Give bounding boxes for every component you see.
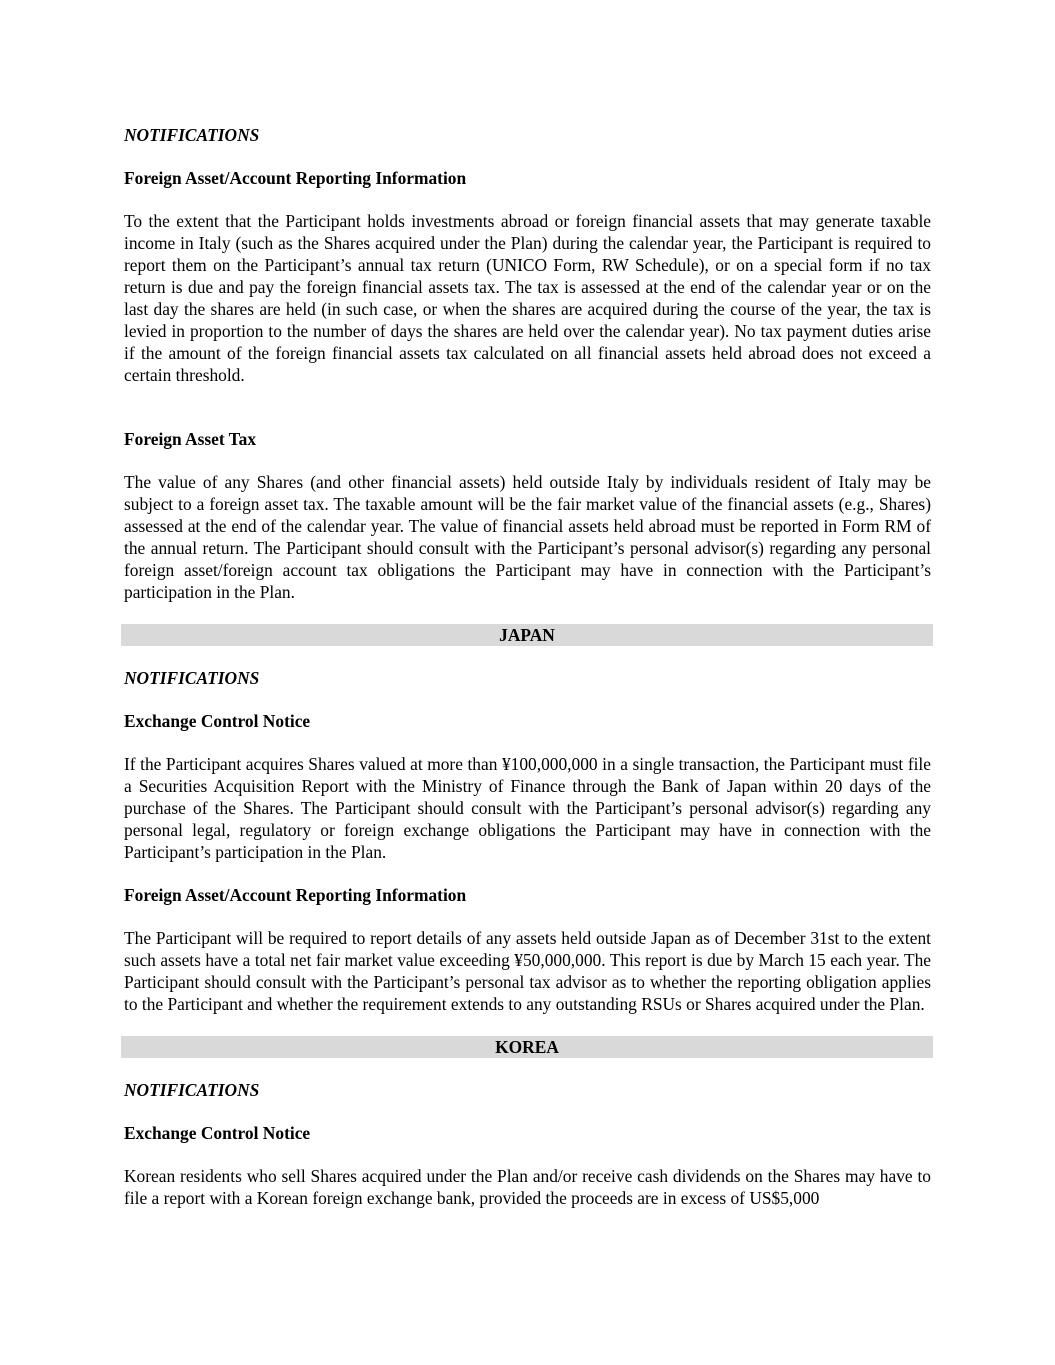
italy-foreign-asset-tax-heading: Foreign Asset Tax	[124, 429, 257, 449]
italy-notifications-heading: NOTIFICATIONS	[124, 125, 260, 145]
japan-section-header: JAPAN	[121, 624, 933, 646]
korea-exchange-control-paragraph: Korean residents who sell Shares acquired under the Plan and/or receive cash dividends on the Shares may have to file a report with a Korean foreign exchange bank, provided the proceeds are in excess of US$5,000	[124, 1166, 931, 1208]
japan-exchange-control-paragraph: If the Participant acquires Shares valued at more than ¥100,000,000 in a single transaction, the Participant must file a Securities Acquisition Report with the Ministry of Finance through the Bank of Japan within 20 days of the purchase of the Shares. The Participant should consult with the Participant’s personal advisor(s) regarding any personal legal, regulatory or foreign exchange obligations the Participant may have in connection with the Participant’s participation in the Plan.	[124, 754, 931, 862]
japan-notifications-heading: NOTIFICATIONS	[124, 668, 260, 688]
korea-notifications-heading: NOTIFICATIONS	[124, 1080, 260, 1100]
document-page	[124, 124, 931, 1209]
japan-reporting-paragraph: The Participant will be required to report details of any assets held outside Japan as of December 31st to the extent such assets have a total net fair market value exceeding ¥50,000,000. This report is due by March 15 each year. The Participant should consult with the Participant’s personal tax advisor as to whether the reporting obligation applies to the Participant and whether the requirement extends to any outstanding RSUs or Shares acquired under the Plan.	[124, 928, 931, 1014]
italy-reporting-paragraph: To the extent that the Participant holds investments abroad or foreign financial assets that may generate taxable income in Italy (such as the Shares acquired under the Plan) during the calendar year, the Participant is required to report them on the Participant’s annual tax return (UNICO Form, RW Schedule), or on a special form if no tax return is due and pay the foreign financial assets tax. The tax is assessed at the end of the calendar year or on the last day the shares are held (in such case, or when the shares are acquired during the course of the year, the tax is levied in proportion to the number of days the shares are held over the calendar year). No tax payment duties arise if the amount of the foreign financial assets tax calculated on all financial assets held abroad does not exceed a certain threshold.	[124, 211, 931, 385]
italy-foreign-asset-tax-paragraph: The value of any Shares (and other financial assets) held outside Italy by individuals resident of Italy may be subject to a foreign asset tax. The taxable amount will be the fair market value of the financial assets (e.g., Shares) assessed at the end of the calendar year. The value of financial assets held abroad must be reported in Form RM of the annual return. The Participant should consult with the Participant’s personal advisor(s) regarding any personal foreign asset/foreign account tax obligations the Participant may have in connection with the Participant’s participation in the Plan.	[124, 472, 931, 602]
japan-reporting-heading: Foreign Asset/Account Reporting Information	[124, 885, 467, 905]
korea-exchange-control-heading: Exchange Control Notice	[124, 1123, 311, 1143]
japan-exchange-control-heading: Exchange Control Notice	[124, 711, 311, 731]
korea-section-header: KOREA	[121, 1036, 933, 1058]
italy-reporting-heading: Foreign Asset/Account Reporting Information	[124, 168, 467, 188]
